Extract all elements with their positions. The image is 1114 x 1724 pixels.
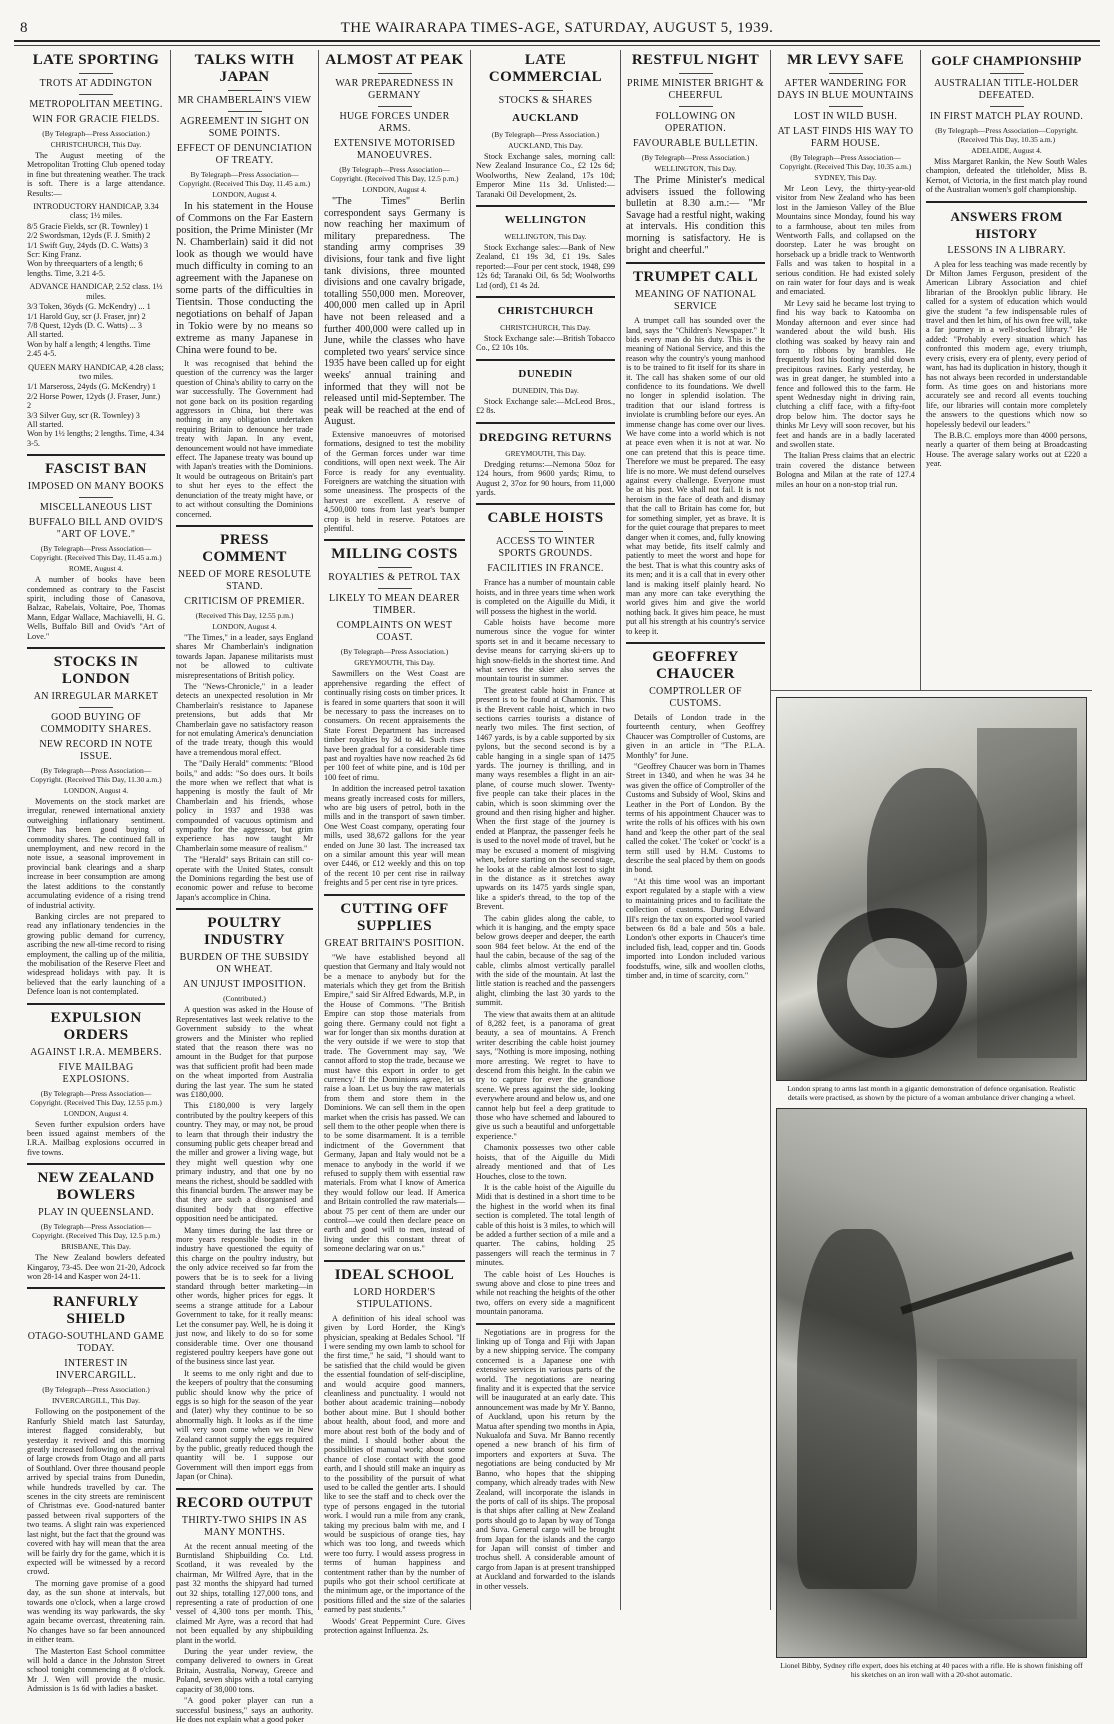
- headline: EXPULSION ORDERS: [50, 1009, 142, 1043]
- credit: (By Telegraph—Press Association.): [641, 153, 750, 162]
- subheadline: LESSONS IN A LIBRARY.: [947, 244, 1066, 256]
- article-body: A definition of his ideal school was given by Lord Horder, the King's physician, speaking at Bedales School. "If I were sending my own lamb to school for the first time," he said, "I should want to be satisfied that the child would be given the essential foundation of self-discipline, and would acquire good manners, cleanliness and punctuality. I would not bother about academic training—nobody bother about mine. But I should bother about health, about food, and more and more about rest both of the body and of the mind. I should bother about the possibilities of manual work; about some chance of close contact with the good earth, and I should still make an inquiry as to the possibility of the pursuit of what used to be called the gentler arts. I should like to see the staff and to check over the type of persons engaged in the tutorial work. I would run a mile from any crank, taking my precious balm with me, and I would be suspicious of orange ties, hay which was too long, and tweeds which were too furry. I would assess progress in terms of human happiness and contentment rather than by the number of pupils who got their school certificate at the minimum age, or the importance of the positions filled and the size of the salaries earned by past students.": [324, 1313, 465, 1615]
- article-body: "The Times," in a leader, says England shares Mr Chamberlain's indignation towards Japan. Japanese militarists must not be allowed to cultivate misrepresentations of British policy.: [176, 632, 313, 680]
- divider: [79, 707, 113, 708]
- page-number: 8: [20, 20, 28, 36]
- article-body: Movements on the stock market are irregular, renewed international anxiety outweighing inflationary sentiment. There has been good buying of commodity shares. The continued fall in unemployment, and new record in the note issue, a seasonal improvement in provincial bank clearings and a sharp increase in beer consumption are among the latest additions to the constantly accumulating evidence of a rising trend of industrial activity.: [27, 797, 165, 910]
- article-body: France has a number of mountain cable hoists, and in three years time when work is completed on the Aiguille du Midi, it will possess the highest in the world.: [476, 578, 615, 616]
- article-restful-night: [626, 52, 765, 256]
- photo-area: [770, 690, 1092, 1679]
- credit: (By Telegraph—Press Association—Copyright. (Received This Day, 12.55 p.m.): [30, 1088, 162, 1107]
- subheadline: THIRTY-TWO SHIPS IN AS MANY MONTHS.: [181, 1514, 308, 1538]
- article-ideal-school: [324, 1260, 465, 1636]
- race-name: ADVANCE HANDICAP, 2.52 class. 1½ miles.: [29, 282, 163, 301]
- article-body: It is the cable hoist of the Aiguille du Midi that is destined in a short time to be the highest in the world when its final section is completed. The total length of cable of this hoist is 3 miles, to which will be added a further section of a mile and a quarter. The cabins, holding 25 passengers will reach the terminus in 7 minutes.: [476, 1182, 615, 1268]
- subheadline: OTAGO-SOUTHLAND GAME TODAY.: [27, 1331, 165, 1355]
- dateline: ROME, August 4.: [68, 564, 124, 574]
- divider: [990, 106, 1024, 107]
- subheadline: EXTENSIVE MOTORISED MANOEUVRES.: [333, 138, 456, 161]
- credit: (By Telegraph—Press Association—Copyright. (Received This Day, 12.5 p.m.): [330, 165, 459, 183]
- subheadline: GREAT BRITAIN'S POSITION.: [324, 937, 465, 949]
- race-line: 8/5 Gracie Fields, scr (R. Townley) 1: [27, 221, 149, 231]
- race-line: 3/3 Token, 36yds (G. McKendry) ... 1: [27, 302, 151, 312]
- article-answers-from-history: [926, 201, 1087, 469]
- article-record-output: [176, 1488, 313, 1724]
- subheadline: METROPOLITAN MEETING.: [29, 99, 163, 110]
- credit: (By Telegraph—Press Association—Copyright. (Received This Day, 12.5 p.m.): [31, 1222, 161, 1241]
- article-wellington-stocks: [476, 205, 615, 290]
- article-body: It was recognised that behind the question of the currency was the larger question of China's ability to carry on the war successfully. The Government had not gone back on its position regarding aggressors in China, but there was nothing in any obligation undertaken requiring Britain to denounce her trade treaty with Japan. In any event, denouncement would not have immediate effect. The Japanese treaty was bound up with Japan's treaties with the Dominions. It would be outrageous on Britain's part to shut her eyes to the effect the denunciation of the treaty might have, or to act without consulting the Dominions concerned.: [176, 359, 313, 519]
- dateline: SYDNEY, This Day.: [814, 173, 877, 182]
- dateline: GREYMOUTH, This Day.: [354, 658, 435, 668]
- subheadline: TROTS AT ADDINGTON: [39, 78, 153, 89]
- dateline: WELLINGTON, This Day.: [504, 232, 587, 242]
- article-body: It seems to me only right and due to the keepers of poultry that the consuming public should know why the price of eggs is so high for the season of the year and (later) why they continue to be so abnormally high. It looks as if the time will very soon come when we in New Zealand cannot supply the eggs required by the public, greatly reduced though the quantity will be. I suppose our Government will then import eggs from Japan (or China).: [176, 1368, 313, 1482]
- article-body: Many times during the last three or more years responsible bodies in the industry have questioned the equity of this charge on the poultry industry, but the only advice received so far from the powers that be is to seek for a living standard through better marketing—in other words, higher prices for eggs. It seems a strange attitude for a Labour Government to take, for it really means: Let the consumer pay. Well, he is doing it just now, and likely to do so for some considerable time. Over one thousand registered poultry keepers have gone out of the business since last year.: [176, 1225, 313, 1367]
- headline: POULTRY INDUSTRY: [203, 915, 286, 949]
- credit: (Received This Day, 12.55 p.m.): [195, 610, 294, 620]
- subheadline: NEW RECORD IN NOTE ISSUE.: [39, 739, 153, 763]
- article-geoffrey-chaucer: [626, 642, 765, 980]
- article-late-sporting: [27, 52, 165, 448]
- subheadline: AT LAST FINDS HIS WAY TO FARM HOUSE.: [777, 126, 914, 149]
- dateline: LONDON, August 4.: [212, 190, 277, 199]
- article-poultry-industry: [176, 908, 313, 1481]
- subheadline: FACILITIES IN FRANCE.: [487, 563, 604, 575]
- article-body: The Italian Press claims that an electric train covered the distance between Bologna and Milan at the rate of 127.4 miles an hour on a non-stop trial run.: [776, 451, 915, 489]
- subheadline: LOST IN WILD BUSH.: [793, 111, 898, 122]
- article-body: Negotiations are in progress for the linking up of Tonga and Fiji with Japan by a new shipping service. The company concerned is a Japanese one with extensive services in various parts of the world. The negotiations are nearing finality and it is expected that the service will be inaugurated at an early date. This announcement was made by Mr Y. Banno, of Auckland, upon his return by the Matua after spending two months in Apia, Nukualofa and Suva. Mr Banno recently opened a new branch of his firm of importers and exporters at Suva. The negotiations are being conducted by Mr Banno, who hopes that the shipping company, which already trades with New Zealand, will incorporate the islands in the ports of call of its ships. The proposal is that ships after calling at New Zealand ports should go to Japan by way of Tonga and Suva. General cargo will be brought from Japan for the islands and the cargo for Japan will consist of timber and trochus shell. A considerable amount of cargo from Japan is at present transhipped at Auckland and forwarded to the islands in other vessels.: [476, 1327, 615, 1591]
- article-body: The Masterton East School committee will hold a dance in the Johnston Street school tonight commencing at 8 o'clock. Mr J. Wen will provide the music. Admission is 1s 6d with ladies a basket.: [27, 1646, 165, 1694]
- article-body: The New Zealand bowlers defeated Kingaroy, 73-45. Dee won 21-20, Adcock won 28-14 and Kasper won 24-11.: [27, 1253, 165, 1281]
- dateline: AUCKLAND, This Day.: [508, 141, 583, 150]
- subheadline: IMPOSED ON MANY BOOKS: [27, 481, 165, 493]
- divider: [679, 73, 713, 74]
- article-body: Banking circles are not prepared to read any inflationary tendencies in the growing public demand for currency, ascribing the new all-time record to rising employment, the calling up of the militia, the mobilisation of the Reserve Fleet and widespread holidays with pay. It is believed that the early launching of a Defence loan is not contemplated.: [27, 911, 165, 997]
- subheadline: AGREEMENT IN SIGHT ON SOME POINTS.: [179, 116, 310, 139]
- article-nz-bowlers: [27, 1163, 165, 1281]
- credit: (By Telegraph—Press Association—Copyright. (Received This Day, 10.35 a.m.): [779, 153, 912, 171]
- subheadline: STOCKS & SHARES: [498, 95, 593, 106]
- divider: [228, 90, 262, 91]
- article-body: In addition the increased petrol taxation means greatly increased costs for millers, who are big users of petrol, both in the mills and in the transport of sawn timber. One West Coast company, operating four mills, used 38,672 gallons for the year ended on June 30 last. The increased tax on a similar amount this year will mean over £446, or £12 weekly and this on top of the recent 10 per cent rise in railway freights and 5 per cent rise in tyre prices.: [324, 784, 465, 888]
- dateline: ADELAIDE, August 4.: [971, 146, 1042, 155]
- headline: TALKS WITH JAPAN: [194, 52, 295, 85]
- race-results: [27, 202, 165, 448]
- headline: DREDGING RETURNS: [479, 429, 612, 444]
- subheadline: AN IRREGULAR MARKET: [33, 691, 159, 703]
- article-body: The "Daily Herald" comments: "Blood boils," and adds: "So does ours. It boils the more when we reflect that what is happening is mostly the fault of Mr Chamberlain and his friends, whose policy in 1937 and 1938 was compounded of vacuous optimism and sympathy for the aggressor, but grim experience has now taught Mr Chamberlain some measure of realism.": [176, 759, 313, 853]
- credit: (By Telegraph—Press Association.): [491, 130, 600, 139]
- headline: CABLE HOISTS: [487, 510, 604, 527]
- divider: [79, 497, 113, 498]
- section-heading: WELLINGTON: [504, 214, 587, 227]
- race-line: 2/2 Swordsman, 12yds (F. J. Smith) 2: [27, 231, 151, 241]
- article-body: A question was asked in the House of Representatives last week relative to the Government subsidy to the wheat growers and the Minister who replied stated that the reason there was no amount in the Budget for that purpose was that sufficient profit had been made on the wheat imported from Australia during the last year. The sum he stated was £180,000.: [176, 1005, 313, 1099]
- headline: RECORD OUTPUT: [176, 1494, 313, 1511]
- article-body: Dredging returns:—Nemona 50oz for 124 hours, from 9600 yards; Rimu, to August 2, 37oz for 90 hours, from 11,000 yards.: [476, 459, 615, 497]
- dateline: BRISBANE, This Day.: [61, 1242, 131, 1252]
- article-almost-at-peak: [324, 52, 465, 533]
- headline: IDEAL SCHOOL: [334, 1266, 455, 1283]
- subheadline: FOLLOWING ON OPERATION.: [655, 111, 736, 134]
- article-body: During the year under review, the company delivered to owners in Great Britain, Australia, Norway, Greece and Poland, seven ships with a total carrying capacity of 38,000 tons.: [176, 1647, 313, 1694]
- subheadline: BURDEN OF THE SUBSIDY ON WHEAT.: [179, 952, 310, 976]
- article-cutting-off-supplies: [324, 894, 465, 1254]
- headline: LATE SPORTING: [32, 52, 160, 68]
- race-line: Won by half a length; 4 lengths. Time 2.45 4-5.: [27, 339, 151, 359]
- headline: ALMOST AT PEAK: [325, 52, 464, 68]
- divider: [378, 73, 412, 74]
- race-line: Won by 1½ lengths; 2 lengths. Time, 4.34 3-5.: [27, 429, 164, 448]
- race-line: 7/8 Quest, 12yds (D. C. Watts) ... 3: [27, 320, 142, 330]
- headline: LATE COMMERCIAL: [488, 52, 603, 85]
- article-body: Stock Exchange sales:—Bank of New Zealand, £1 19s 3d, £1 19s. Sales reported:—Four per cent stock, 1948, £99 12s 6d; Taranaki Oil, 6s 5d; Woolworths Ltd (ord), £1 4s 2d.: [476, 243, 615, 290]
- article-expulsion-orders: [27, 1003, 165, 1158]
- headline: MILLING COSTS: [331, 546, 458, 563]
- subheadline: FIVE MAILBAG EXPLOSIONS.: [58, 1061, 134, 1085]
- subheadline: WIN FOR GRACIE FIELDS.: [32, 114, 160, 125]
- dateline: WELLINGTON, This Day.: [654, 164, 737, 173]
- divider: [378, 567, 412, 568]
- article-dunedin-stocks: [476, 359, 615, 416]
- article-body: The cabin glides along the cable, to which it is hanging, and the empty space below grows deeper and deeper, the earth soon 984 feet below. At the end of the haul the cabin, because of the sag of the cable, climbs almost vertically parallel with the side of the mountain. At last the little station is reached and the passengers alight, climbing the last 30 yards to the summit.: [476, 913, 615, 1008]
- photo-ambulance-driver: [776, 697, 1087, 1081]
- article-lead-paragraph: "The Times" Berlin correspondent says Germany is now reaching her maximum of military preparedness. The standing army comprises 39 divisions, four tank and five light tank divisions, three mounted divisions and one cavalry brigade, totalling 550,000 men. Moreover, 400,000 men called up in April have not been released and a further 400,000 were called up in June, while the classes who have completed two years' service since 1935 have been called up for eight weeks' annual training and informed that they will not be released until mid-September. The peak will be reached at the end of August.: [324, 196, 465, 428]
- article-body: Cable hoists have become more numerous since the vogue for winter sports set in and it became necessary to devise means for carrying ski-ers up to high snow-fields in the shortest time. And what serves the skier also serves the mountain tourist in summer.: [476, 617, 615, 684]
- headline: GEOFFREY CHAUCER: [652, 648, 739, 682]
- article-body: A number of books have been condemned as contrary to the Fascist spirit, including those of Canasova, Balzac, Rabelais, Voltaire, Poe, Thomas Mann, Edgar Wallace, Machiavelli, H. G. Wells, Buffalo Bill and Ovid's "Art of Love.": [27, 575, 165, 641]
- article-body: Following on the postponement of the Ranfurly Shield match last Saturday, interest flagged considerably, but yesterday it revived and this morning greatly increased following on the arrival of large crowds from Otago and all parts of Southland. Over three thousand people arrived by special trains from Dunedin, while hundreds travelled by car. The scenes in the city streets are reminiscent of Christmas eve. Good-natured banter passed between rival supporters of the two teams. A slight rain was experienced last night, but the fact that the ground was covered with hay will mean that the area will be fairly dry for the game, which it is expected will be witnessed by a record crowd.: [27, 1407, 165, 1577]
- headline: MR LEVY SAFE: [787, 52, 904, 68]
- race-line: All started.: [27, 419, 64, 429]
- headline: PRESS COMMENT: [202, 531, 287, 565]
- subheadline: LORD HORDER'S STIPULATIONS.: [353, 1286, 436, 1310]
- article-body: This £180,000 is very largely contributed by the poultry keepers of this country. They may, or may not, be proud to learn that through their industry the consuming public gets cheaper bread and the miller and grower a living wage, but they might well question why one primary industry, and that one by no means the richest, should be saddled with this financial burden. The answer may be that they are such a disorganised and disunited body that no effective opposition need be anticipated.: [176, 1101, 313, 1224]
- article-body: Details of London trade in the fourteenth century, when Geoffrey Chaucer was Comptroller of Customs, are given in an article in "The P.L.A. Monthly" for June.: [626, 712, 765, 760]
- subheadline: AFTER WANDERING FOR DAYS IN BLUE MOUNTAINS: [777, 78, 914, 101]
- credit: By Telegraph—Press Association—Copyright. (Received This Day, 11.45 a.m.): [178, 170, 311, 188]
- article-body: Stock Exchange sale:—British Tobacco Co., £2 10s 10s.: [476, 334, 615, 353]
- article-body: At the recent annual meeting of the Burntisland Shipbuilding Co. Ltd. Scotland, it was revealed by the chairman, Mr Wilfred Ayre, that in the past 32 months the shipyard had turned out 32 ships, totalling 127,000 tons, and representing a rate of production of one vessel of 4,300 tons per month. This, claimed Mr Ayre, was a record that had not been equalled by any shipbuilding plant in the world.: [176, 1541, 313, 1645]
- article-body: Chamonix possesses two other cable hoists, that of the Aiguille du Midi already mentioned and that of Les Houches, close to the town.: [476, 1143, 615, 1181]
- subheadline: ACCESS TO WINTER SPORTS GROUNDS.: [495, 536, 596, 560]
- race-line: 1/1 Swift Guy, 24yds (D. C. Watts) 3: [27, 240, 149, 250]
- divider: [228, 111, 262, 112]
- headline: CUTTING OFF SUPPLIES: [340, 900, 449, 934]
- subheadline: NEED OF MORE RESOLUTE STAND.: [177, 568, 312, 592]
- credit: (By Telegraph—Press Association—Copyright. (Received This Day, 10.35 a.m.): [935, 126, 1078, 144]
- column-1: [22, 50, 170, 1694]
- dateline: INVERCARGILL, This Day.: [51, 1396, 141, 1406]
- article-body: "We have established beyond all question that Germany and Italy would not be a menace to anybody but for the materials which they get from the British Empire," said Sir Alfred Edwards, M.P., in the House of Commons. "The British Empire can stop those materials from going there. Germany could not fight a war for longer than six months duration at the very outside if we were to stop that trade. The Government may say, 'We cannot afford to stop the trade, because we must have this export in order to get currency.' If the Dominions agree, let us raise a loan. Let us buy the raw materials from them and store them in the Dominions. We can sell them in the open market when the crisis has passed. We can sell them to the other people when there is to be some disarmament. It is a terrible indictment of the Government that Germany, Japan and Italy would not be a menace to anybody in the world if we refused to supply them with essential raw materials. From what I know of America they would follow our lead. If America and Britain controlled the raw materials—about 75 per cent of them are under our control—we could then declare peace on earth and good will to men, instead of living under this constant threat of someone declaring war on us.": [324, 952, 465, 1254]
- column-3: [318, 50, 470, 1636]
- dateline: LONDON, August 4.: [212, 621, 277, 631]
- subheadline: IN FIRST MATCH PLAY ROUND.: [929, 111, 1084, 122]
- credit: (By Telegraph—Press Association—Copyright. (Received This Day, 11.45 a.m.): [30, 544, 162, 563]
- article-body: The cable hoist of Les Houches is swung above and close to pine trees and while not reaching the heights of the other two, offers on every side a magnificent mountain panorama.: [476, 1269, 615, 1317]
- article-stocks-in-london: [27, 647, 165, 997]
- advertisement-line: Woods' Great Peppermint Cure. Gives protection against Influenza. 2s.: [324, 1616, 465, 1636]
- subheadline: PRIME MINISTER BRIGHT & CHEERFUL: [626, 78, 764, 101]
- subheadline: PLAY IN QUEENSLAND.: [38, 1207, 154, 1219]
- article-mr-levy-safe: [776, 52, 915, 489]
- photo-rifle-expert: [776, 1108, 1087, 1658]
- race-line: Won by threequarters of a length; 6 lengths. Time, 3.21 4-5.: [27, 259, 143, 278]
- subheadline: EFFECT OF DENUNCIATION OF TREATY.: [176, 143, 313, 166]
- dateline: CHRISTCHURCH, This Day.: [500, 323, 591, 333]
- article-trumpet-call: [626, 262, 765, 636]
- article-body: "At this time wool was an important export regulated by a staple with a view to maintaining prices and to facilitate the collection of customs. During Edward III's reign the tax on exported wool varied between 6s 8d a bale and 50s a bale. London's other exports in Chaucer's time included fish, lead, copper and tin. Goods imported into London included various foodstuffs, wine, silk and woollen cloths, timber and, in time of scarcity, corn.": [626, 876, 765, 980]
- subheadline: MEANING OF NATIONAL SERVICE: [634, 289, 757, 313]
- credit: (By Telegraph—Press Association.): [42, 129, 150, 138]
- subheadline: GOOD BUYING OF COMMODITY SHARES.: [40, 712, 152, 736]
- subheadline: CRITICISM OF PREMIER.: [184, 595, 305, 607]
- race-name: QUEEN MARY HANDICAP, 4.28 class; two miles.: [28, 362, 164, 381]
- divider: [679, 106, 713, 107]
- headline: RANFURLY SHIELD: [53, 1294, 139, 1328]
- headline: FASCIST BAN: [45, 461, 147, 478]
- race-line: 2/2 Horse Power, 12yds (J. Fraser, Junr.) 2: [27, 391, 161, 411]
- dateline: GREYMOUTH, This Day.: [505, 448, 586, 458]
- article-body: A plea for less teaching was made recently by Dr Milton James Ferguson, president of the American Library Association and chief librarian of the Brooklyn public library. He called for a system of education which would give the student "a few indispensable rules of travel and then let him, of his own free will, take a far journey in a well-stocked library." He added: "Probably every situation which has confronted this modern age, every triumph, every crisis, every era of plenty, every period of want, has had its duplication in history, though it has not always been recorded in understandable form. As time goes on and historians more accurately see and record all events touching life, our libraries will contain more completely the answers to the questions which now so hopelessly bedevil our leaders.": [926, 259, 1087, 429]
- credit: (By Telegraph—Press Association—Copyright. (Received This Day, 11.30 a.m.): [30, 766, 162, 785]
- subheadline: MR CHAMBERLAIN'S VIEW: [177, 95, 312, 106]
- article-christchurch-stocks: [476, 296, 615, 353]
- article-body: Mr Levy said he became lost trying to find his way back to Katoomba on Monday afternoon and ever since had wandered about the wild bush. His clothing was soaked by heavy rain and torn to ribbons by brambles. He frequently lost his footing and slid down precipitous ravines. Early yesterday, he was in great danger, he stumbled into a fence and followed this to the farm. He spent Wednesday night in driving rain, clutching a cliff face, with a fifty-foot drop below him. The doctor says he thinks Mr Levy will soon recover, but his feet and hands are in a badly lacerated and swollen state.: [776, 298, 915, 449]
- article-body: Mr Leon Levy, the thirty-year-old visitor from New Zealand who has been lost in the Jamieson Valley of the Blue Mountains since Monday, found his way to a farmhouse, about ten miles from Wentworth Falls, and collapsed on the doorstep. Later he was brought on horseback up a bridle track to Wentworth Falls and was taken to hospital in a serious condition. He had existed solely on rain water for four days and is weak and emaciated.: [776, 184, 915, 297]
- divider: [378, 588, 412, 589]
- article-body: Stock Exchange sale:—McLeod Bros., £2 8s.: [476, 396, 615, 416]
- article-body: The "News-Chronicle," in a leader detects an unexpected resolution in Mr Chamberlain's resistance to Japanese pretensions, but adds that Mr Chamberlain gave no satisfactory reason for not emulating America's denunciation of the trade treaty, though this would have a tremendous moral effect.: [176, 681, 313, 757]
- column-7: [920, 50, 1092, 690]
- race-line: All started.: [27, 330, 64, 340]
- section-heading: AUCKLAND: [512, 112, 579, 124]
- article-body: The view that awaits them at an altitude of 8,282 feet, is a panorama of great beauty, a sea of mountains. A French writer describing the cable hoist journey says, "Nothing is more imposing, nothing more arresting. We regret to have to descend from this height. In the cabin we try to capture for ever the grandiose scene. We press against the side, looking everywhere around and below us, and one cannot help but feel a deep gratitude to those who have schemed and laboured to give us such a beautiful and unforgettable experience.": [476, 1009, 615, 1141]
- article-body: The August meeting of the Metropolitan Trotting Club opened today in fine but threatening weather. The track is soft. There is a large attendance. Results:—: [27, 151, 165, 198]
- race-line: 1/1 Harold Guy, scr (J. Fraser, jnr) 2: [27, 311, 146, 321]
- article-body: The morning gave promise of a good day, as the sun shone at intervals, but towards one o'clock, when a large crowd was wending its way parkwards, the sky again became overcast, threatening rain. No changes have so far been announced in either team.: [27, 1578, 165, 1645]
- article-body: Stock Exchange sales, morning call: New Zealand Insurance Co., £2 12s 6d; Woolworths, New Zealand, 17s 10d; Emperor Mine 11s 3d. Unlisted:—Taranaki Oil Development, 2s.: [476, 152, 615, 199]
- divider: [529, 90, 563, 91]
- column-2: [170, 50, 318, 1724]
- credit: (Contributed.): [223, 994, 266, 1004]
- article-cable-hoists: [476, 503, 615, 1316]
- subheadline: COMPTROLLER OF CUSTOMS.: [649, 685, 742, 709]
- article-body: A trumpet call has sounded over the land, says the "Children's Newspaper." It bids every man do his duty. This is the meaning of National Service, and this the reason why the country's young manhood is to be trained to fit itself for its share in it. The call has shaken some of our old confidence to its foundations. We dwell no longer in splendid isolation. The tradition that our island fortress is inviolate is crumbling before our eyes. An immense change has come over our lives. We have come into a world which is not at peace even when it is not at war. No one can pretend that this is peace time. Therefore we must be prepared. The easy life is no more. We must defend ourselves against every challenge. Everyone must be at his post. We shall not fail. It is not heroism in the face of death and dismay that the call to Britain has come for, but for something simpler, yet as brave. It is for the quiet courage that prepares to meet danger when it comes, and, fully knowing what may betide, fits itself calmly and patiently to meet the worst and hope for the best. That is what this country asks of its men; and it is a call that in every other land is making itself plainly heard. No man any more can take everything the world gives him and give the world nothing back. It gives him peace, he must put all his strength at his country's service to keep it.: [626, 316, 765, 636]
- divider: [378, 106, 412, 107]
- divider: [79, 94, 113, 95]
- article-body: Sawmillers on the West Coast are apprehensive regarding the effect of continually rising costs on timber prices. It is feared in some quarters that soon it will be necessary to pass the increases on to consumers. On recent appraisements the State Forest Department has increased timber royalties by 3d to 4d. Such rises have been gradual for a considerable time past and royalties have now reached 2s 6d per 100 feet of white pine, and is 10d per 100 feet of rimu.: [324, 669, 465, 782]
- headline: TRUMPET CALL: [633, 269, 758, 286]
- race-name: INTRODUCTORY HANDICAP, 3.34 class; 1½ miles.: [33, 202, 159, 221]
- article-body: Extensive manoeuvres of motorised formations, designed to test the mobility of the German forces under war time conditions, will open next week. The Air Force is ready for any eventuality. Foreigners are watching the situation with some uneasiness. The prospects of the harvest are excellent. A reserve of 4,500,000 tons from last year's bumper crop is held in reserve. Potatoes are plentiful.: [324, 429, 465, 533]
- newspaper-title: THE WAIRARAPA TIMES-AGE, SATURDAY, AUGUST 5, 1939.: [340, 20, 774, 36]
- article-lead-paragraph: In his statement in the House of Commons on the Far Eastern position, the Prime Minister (Mr N. Chamberlain) said it did not look as though we would have much difficulty in coming to an agreement with the Japanese on some parts of the difficulties in Tientsin. Those conducting the negotiations on behalf of Japan in Tokio were by no means so extreme as many Japanese in China were found to be.: [176, 201, 313, 356]
- credit: (By Telegraph—Press Association.): [42, 1385, 150, 1395]
- section-heading: DUNEDIN: [518, 367, 573, 380]
- column-4: [470, 50, 620, 1610]
- subheadline: ROYALTIES & PETROL TAX: [328, 572, 461, 584]
- article-fascist-ban: [27, 454, 165, 641]
- headline: RESTFUL NIGHT: [631, 52, 760, 68]
- subheadline: LIKELY TO MEAN DEARER TIMBER.: [329, 593, 460, 617]
- article-body: Seven further expulsion orders have been issued against members of the I.R.A. Mailbag explosions occurred in five towns.: [27, 1119, 165, 1157]
- article-body: "A good poker player can run a successful business," says an authority. He does not explain what a good poker: [176, 1696, 313, 1724]
- article-milling-costs: [324, 539, 465, 887]
- subheadline: AUSTRALIAN TITLE-HOLDER DEFEATED.: [934, 78, 1079, 101]
- column-6: [770, 50, 920, 690]
- divider: [829, 73, 863, 74]
- divider: [79, 73, 113, 74]
- headline: NEW ZEALAND BOWLERS: [37, 1170, 155, 1204]
- photo-caption: London sprang to arms last month in a gigantic demonstration of defence organisation. Realistic details were practised, as shown by the picture of a woman ambulance driver changing a wheel.: [787, 1084, 1076, 1102]
- credit: (By Telegraph—Press Association.): [340, 647, 449, 657]
- divider: [529, 531, 563, 532]
- section-heading: CHRISTCHURCH: [497, 305, 594, 318]
- article-tonga-shipping: [476, 1323, 615, 1591]
- dateline: CHRISTCHURCH, This Day.: [50, 140, 142, 149]
- article-body: The B.B.C. employs more than 4000 persons, nearly a quarter of them being at Broadcasting House. The average salary works out at £220 a year.: [926, 430, 1087, 469]
- article-dredging-returns: [476, 422, 615, 498]
- subheadline: HUGE FORCES UNDER ARMS.: [339, 111, 450, 134]
- subheadline: AN UNJUST IMPOSITION.: [182, 979, 307, 991]
- headline: GOLF CHAMPIONSHIP: [931, 53, 1082, 68]
- headline: STOCKS IN LONDON: [53, 654, 139, 688]
- subheadline: WAR PREPAREDNESS IN GERMANY: [335, 78, 454, 101]
- dateline: LONDON, August 4.: [63, 786, 129, 796]
- masthead: [14, 20, 1100, 42]
- article-body: Miss Margaret Rankin, the New South Wales champion, defeated the titleholder, Miss B. Kernot, of Victoria, in the first match play round of the Australian women's golf championship.: [926, 157, 1087, 195]
- subheadline: FAVOURABLE BULLETIN.: [632, 138, 759, 149]
- article-ranfurly-shield: [27, 1287, 165, 1693]
- dateline: LONDON, August 4.: [63, 1108, 129, 1118]
- subheadline: MISCELLANEOUS LIST: [39, 502, 153, 514]
- article-golf-championship: [926, 52, 1087, 195]
- headline: ANSWERS FROM HISTORY: [950, 208, 1063, 241]
- article-body: "Geoffrey Chaucer was born in Thames Street in 1340, and when he was 34 he was given the office of Comptroller of the Customs and Subsidy of Wool, Skins and Leather in the Port of London. By the terms of his appointment Chaucer was to write the rolls of his offices with his own hand and 'keep the other part of the seal called the coket.' The 'coket' or 'cockt' is a term still used by H.M. Customs to describe the seal placed by them on goods in bond.: [626, 762, 765, 875]
- subheadline: COMPLAINTS ON WEST COAST.: [336, 620, 453, 644]
- article-talks-with-japan: [176, 52, 313, 519]
- article-lead-paragraph: The Prime Minister's medical advisers issued the following bulletin at 8.30 a.m.:— "Mr Savage had a restful night, waking at intervals. His condition this morning is satisfactory. He is bright and cheerful.": [626, 175, 765, 256]
- subheadline: BUFFALO BILL AND OVID'S "ART OF LOVE.": [28, 517, 164, 541]
- divider: [990, 73, 1024, 74]
- subheadline: INTEREST IN INVERCARGILL.: [55, 1358, 137, 1382]
- divider: [829, 106, 863, 107]
- subheadline: AGAINST I.R.A. MEMBERS.: [30, 1046, 162, 1058]
- article-body: The "Herald" says Britain can still co-operate with the United States, consult the Dominions regarding the best use of economic power and refuse to become Japan's accomplice in China.: [176, 855, 313, 902]
- article-late-commercial: [476, 52, 615, 199]
- article-body: The greatest cable hoist in France at present is to be found at Chamonix. This is the Brevent cable hoist, which in two sections carries tourists a distance of nearly two miles. The first section, of 1467 yards, is by a cable supported by six pylons, but the second second is by a cable hanging in a single span of 1475 yards. The journey is thrilling, and in many ways resembles a flight in an air-plane, of course much slower. Twenty-five people can take their places in the cabin, which is soon skimming over the ground and then rising higher and higher. When the first stage of the journey is ended at Planpraz, the passenger feels he is used to the novel mode of travel, but he may be excused a moment of misgiving when, before starting on the second stage, he looks at the cable almost lost to sight in the distance as it stretches away upwards on its 1475 yards single span, like a spider's thread, to the top of the Brevent.: [476, 685, 615, 912]
- article-press-comment: [176, 525, 313, 902]
- dateline: LONDON, August 4.: [362, 185, 427, 194]
- race-line: 1/1 Marseross, 24yds (G. McKendry) 1: [27, 382, 156, 392]
- masthead-rule: [14, 45, 1100, 46]
- race-line: 3/3 Silver Guy, scr (R. Townley) 3: [27, 410, 140, 420]
- dateline: DUNEDIN, This Day.: [512, 385, 579, 395]
- photo-caption: Lionel Bibby, Sydney rifle expert, does his etching at 40 paces with a rifle. He is shown finishing off his sketches on an iron wall with a 20-shot automatic.: [780, 1661, 1083, 1679]
- race-line: Scr: King Franz.: [27, 250, 82, 260]
- column-5: [620, 50, 770, 1610]
